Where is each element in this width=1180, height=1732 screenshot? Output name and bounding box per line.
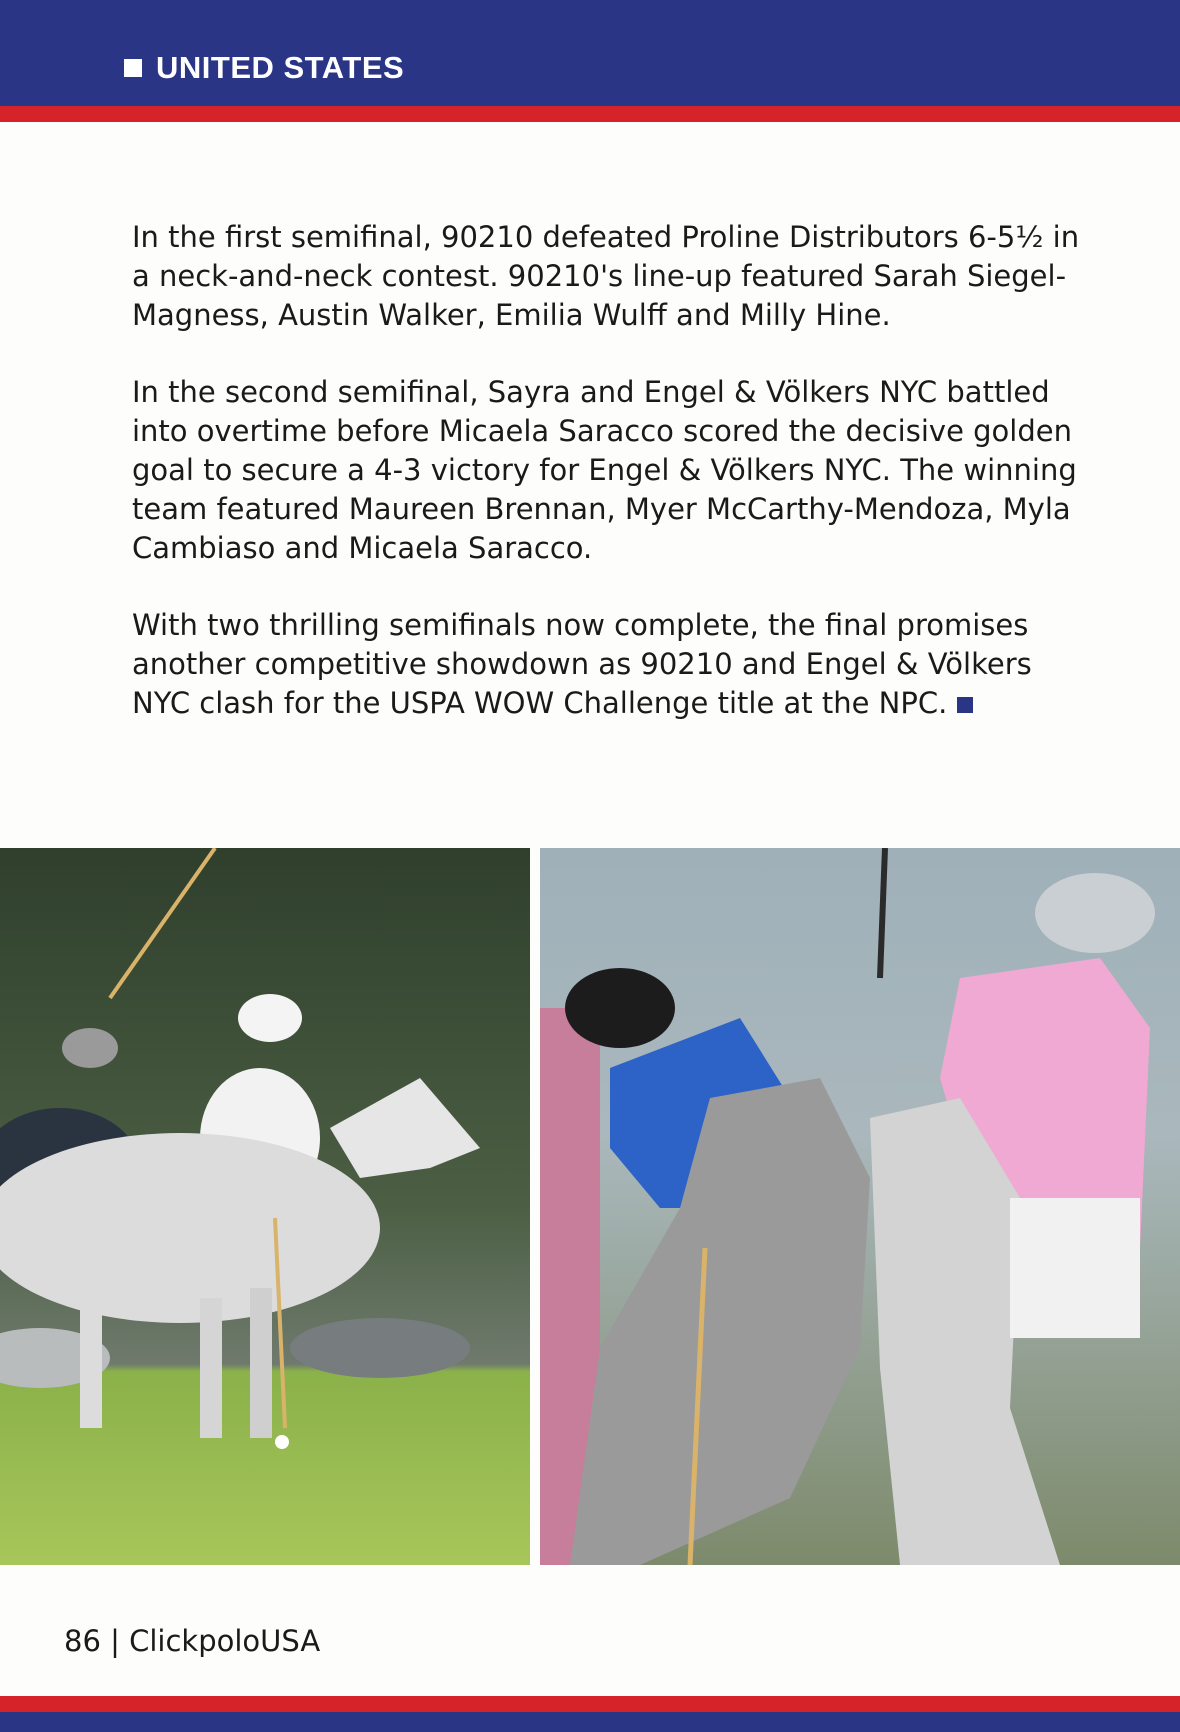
polo-photo-right-image xyxy=(540,848,1180,1565)
article-paragraph-3 xyxy=(132,606,1082,723)
article-body xyxy=(132,218,1082,761)
article-paragraph-1: In the first semifinal, 90210 defeated Proline Distributors 6-5½ in a neck-and-neck contest. 90210's line-up featured Sarah Siegel-Magness, Austin Walker, Emilia Wulff and Milly Hine. xyxy=(132,220,1080,332)
photo-left xyxy=(0,848,530,1565)
square-bullet-icon xyxy=(124,59,142,77)
polo-photo-left-image xyxy=(0,848,530,1565)
page-footer-label: 86 | ClickpoloUSA xyxy=(64,1624,321,1658)
article-paragraph-3-text: With two thrilling semifinals now complete, the final promises another competitive showdown as 90210 and Engel & Völkers NYC clash for the USPA WOW Challenge title at the NPC. xyxy=(132,608,1032,720)
end-square-icon xyxy=(957,697,973,713)
header-red-stripe xyxy=(0,106,1180,122)
photo-right xyxy=(540,848,1180,1565)
header-bar xyxy=(0,0,1180,106)
footer-blue-stripe xyxy=(0,1712,1180,1732)
section-title: UNITED STATES xyxy=(156,50,405,85)
article-paragraph-2: In the second semifinal, Sayra and Engel & Völkers NYC battled into overtime before Micaela Saracco scored the decisive golden goal to secure a 4-3 victory for Engel & Völkers NYC. The winning team featured Maureen Brennan, Myer McCarthy-Mendoza, Myla Cambiaso and Micaela Saracco. xyxy=(132,375,1077,565)
section-label xyxy=(124,50,404,86)
footer-red-stripe xyxy=(0,1696,1180,1712)
